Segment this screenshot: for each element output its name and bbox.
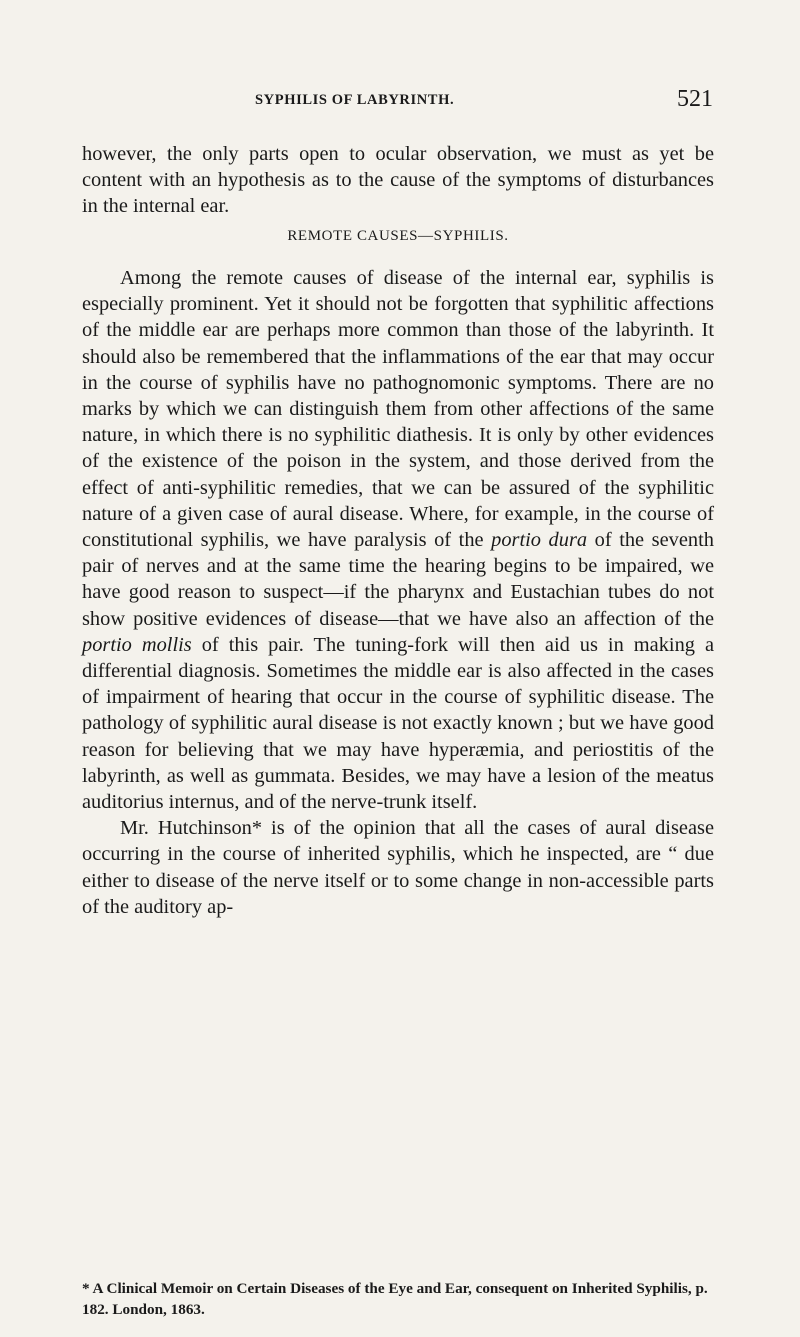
- section-heading: REMOTE CAUSES—SYPHILIS.: [287, 228, 509, 244]
- running-head: SYPHILIS OF LABYRINTH.: [255, 92, 455, 108]
- page-header: [255, 88, 713, 116]
- continuation-paragraph: however, the only parts open to ocular observation, we must as yet be content with an hypothesis as to the cause of the symptoms of disturbances in the internal ear.: [82, 143, 714, 218]
- continuation-paragraph-block: [82, 141, 714, 220]
- term-portio-mollis: portio mollis: [82, 633, 192, 656]
- term-portio-dura: portio dura: [491, 529, 588, 552]
- footnote: [82, 1278, 714, 1320]
- footnote-text: * A Clinical Memoir on Certain Diseases of the Eye and Ear, consequent on Inherited Syphilis, p. 182. London, 1863.: [82, 1280, 708, 1318]
- paragraph-remote-causes: [82, 265, 714, 815]
- paragraph-1-text-c: of this pair. The tuning-fork will then aid us in making a differential diagnosis. Sometimes the middle ear is also affected in the cases of impairment of hearing that occur in the course of syphilitic disease. The pathology of syphilitic aural disease is not exactly known ; but we have good reason for believing that we may have hyperæmia, and periostitis of the labyrinth, as well as gummata. Besides, we may have a lesion of the meatus auditorius internus, and of the nerve-trunk itself.: [82, 633, 715, 814]
- paragraph-hutchinson: Mr. Hutchinson* is of the opinion that all the cases of aural disease occurring in the course of inherited syphilis, which he inspected, are “ due either to disease of the nerve itself or to some change in non-accessible parts of the auditory ap-: [82, 817, 714, 918]
- main-text-block: [82, 265, 714, 920]
- page-number: 521: [677, 86, 713, 112]
- paragraph-1-text-a: Among the remote causes of disease of the internal ear, syphilis is especially prominent. Yet it should not be forgotten that syphilitic affections of the middle ear are perhaps more common than those of the labyrinth. It should also be remembered that the inflammations of the ear that may occur in the course of syphilis have no pathognomonic symptoms. There are no marks by which we can distinguish them from other affections of the same nature, in which there is no syphilitic diathesis. It is only by other evidences of the existence of the poison in the system, and those derived from the effect of anti-syphilitic remedies, that we can be assured of the syphilitic nature of a given case of aural disease. Where, for example, in the course of constitutional syphilis, we have paralysis of the: [82, 267, 714, 552]
- paragraph-1-text-b: of the seventh pair of nerves and at the same time the hearing begins to be impaired, we have good reason to suspect—if the pharynx and Eustachian tubes do not show positive evidences of disease—that we have also an affection of the: [82, 529, 714, 630]
